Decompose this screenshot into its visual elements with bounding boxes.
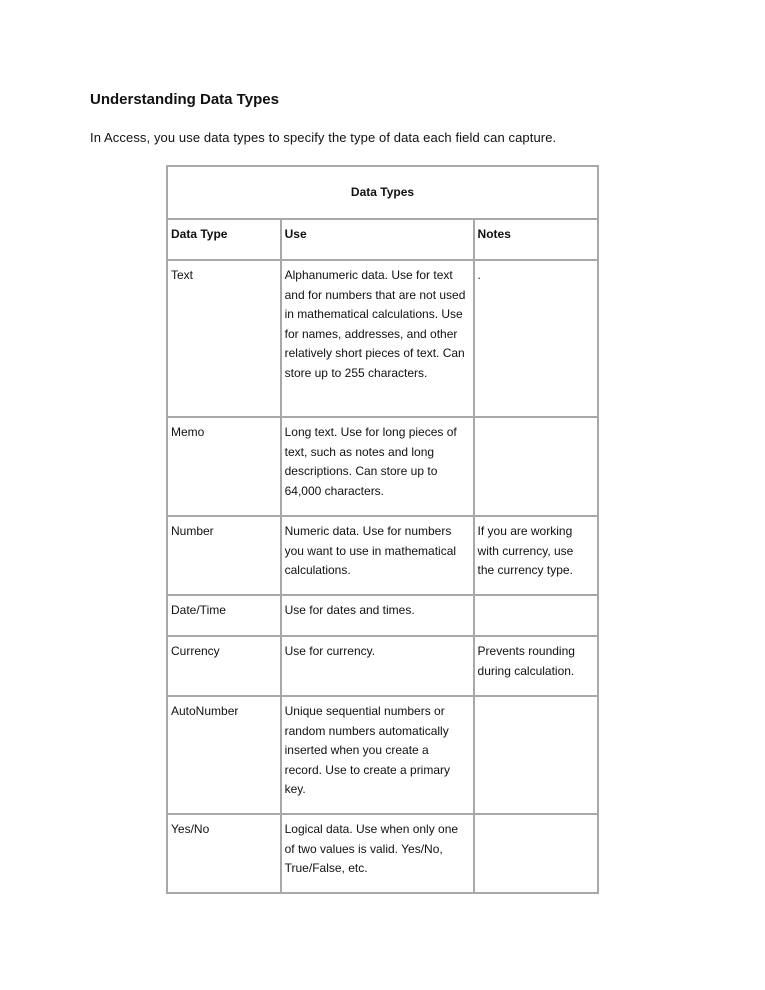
header-use: Use xyxy=(281,219,474,260)
cell-type: Currency xyxy=(167,636,281,696)
cell-use: Long text. Use for long pieces of text, such as notes and long descriptions. Can store up to 64,000 characters. xyxy=(281,417,474,516)
table-header-row xyxy=(167,219,598,260)
cell-type: AutoNumber xyxy=(167,696,281,814)
header-data-type: Data Type xyxy=(167,219,281,260)
data-types-table xyxy=(166,165,599,894)
cell-notes: . xyxy=(474,260,598,417)
table-row xyxy=(167,814,598,893)
cell-use: Alphanumeric data. Use for text and for numbers that are not used in mathematical calculations. Use for names, addresses, and other relatively short pieces of text. Can store up to 255 characters. xyxy=(281,260,474,417)
cell-notes xyxy=(474,417,598,516)
table-row xyxy=(167,417,598,516)
header-notes: Notes xyxy=(474,219,598,260)
table-row xyxy=(167,636,598,696)
table-row xyxy=(167,260,598,417)
cell-type: Number xyxy=(167,516,281,595)
cell-notes xyxy=(474,814,598,893)
cell-use: Use for dates and times. xyxy=(281,595,474,636)
cell-type: Text xyxy=(167,260,281,417)
cell-use: Use for currency. xyxy=(281,636,474,696)
cell-notes: If you are working with currency, use the currency type. xyxy=(474,516,598,595)
table-row xyxy=(167,696,598,814)
page-heading: Understanding Data Types xyxy=(90,91,279,108)
intro-paragraph: In Access, you use data types to specify the type of data each field can capture. xyxy=(90,130,557,145)
cell-notes: Prevents rounding during calculation. xyxy=(474,636,598,696)
table-caption-row xyxy=(167,166,598,219)
cell-notes xyxy=(474,696,598,814)
table-row xyxy=(167,516,598,595)
table-caption: Data Types xyxy=(167,166,598,219)
cell-type: Date/Time xyxy=(167,595,281,636)
cell-notes xyxy=(474,595,598,636)
cell-use: Logical data. Use when only one of two values is valid. Yes/No, True/False, etc. xyxy=(281,814,474,893)
cell-use: Numeric data. Use for numbers you want to use in mathematical calculations. xyxy=(281,516,474,595)
cell-type: Yes/No xyxy=(167,814,281,893)
cell-use: Unique sequential numbers or random numbers automatically inserted when you create a record. Use to create a primary key. xyxy=(281,696,474,814)
table-row xyxy=(167,595,598,636)
cell-type: Memo xyxy=(167,417,281,516)
